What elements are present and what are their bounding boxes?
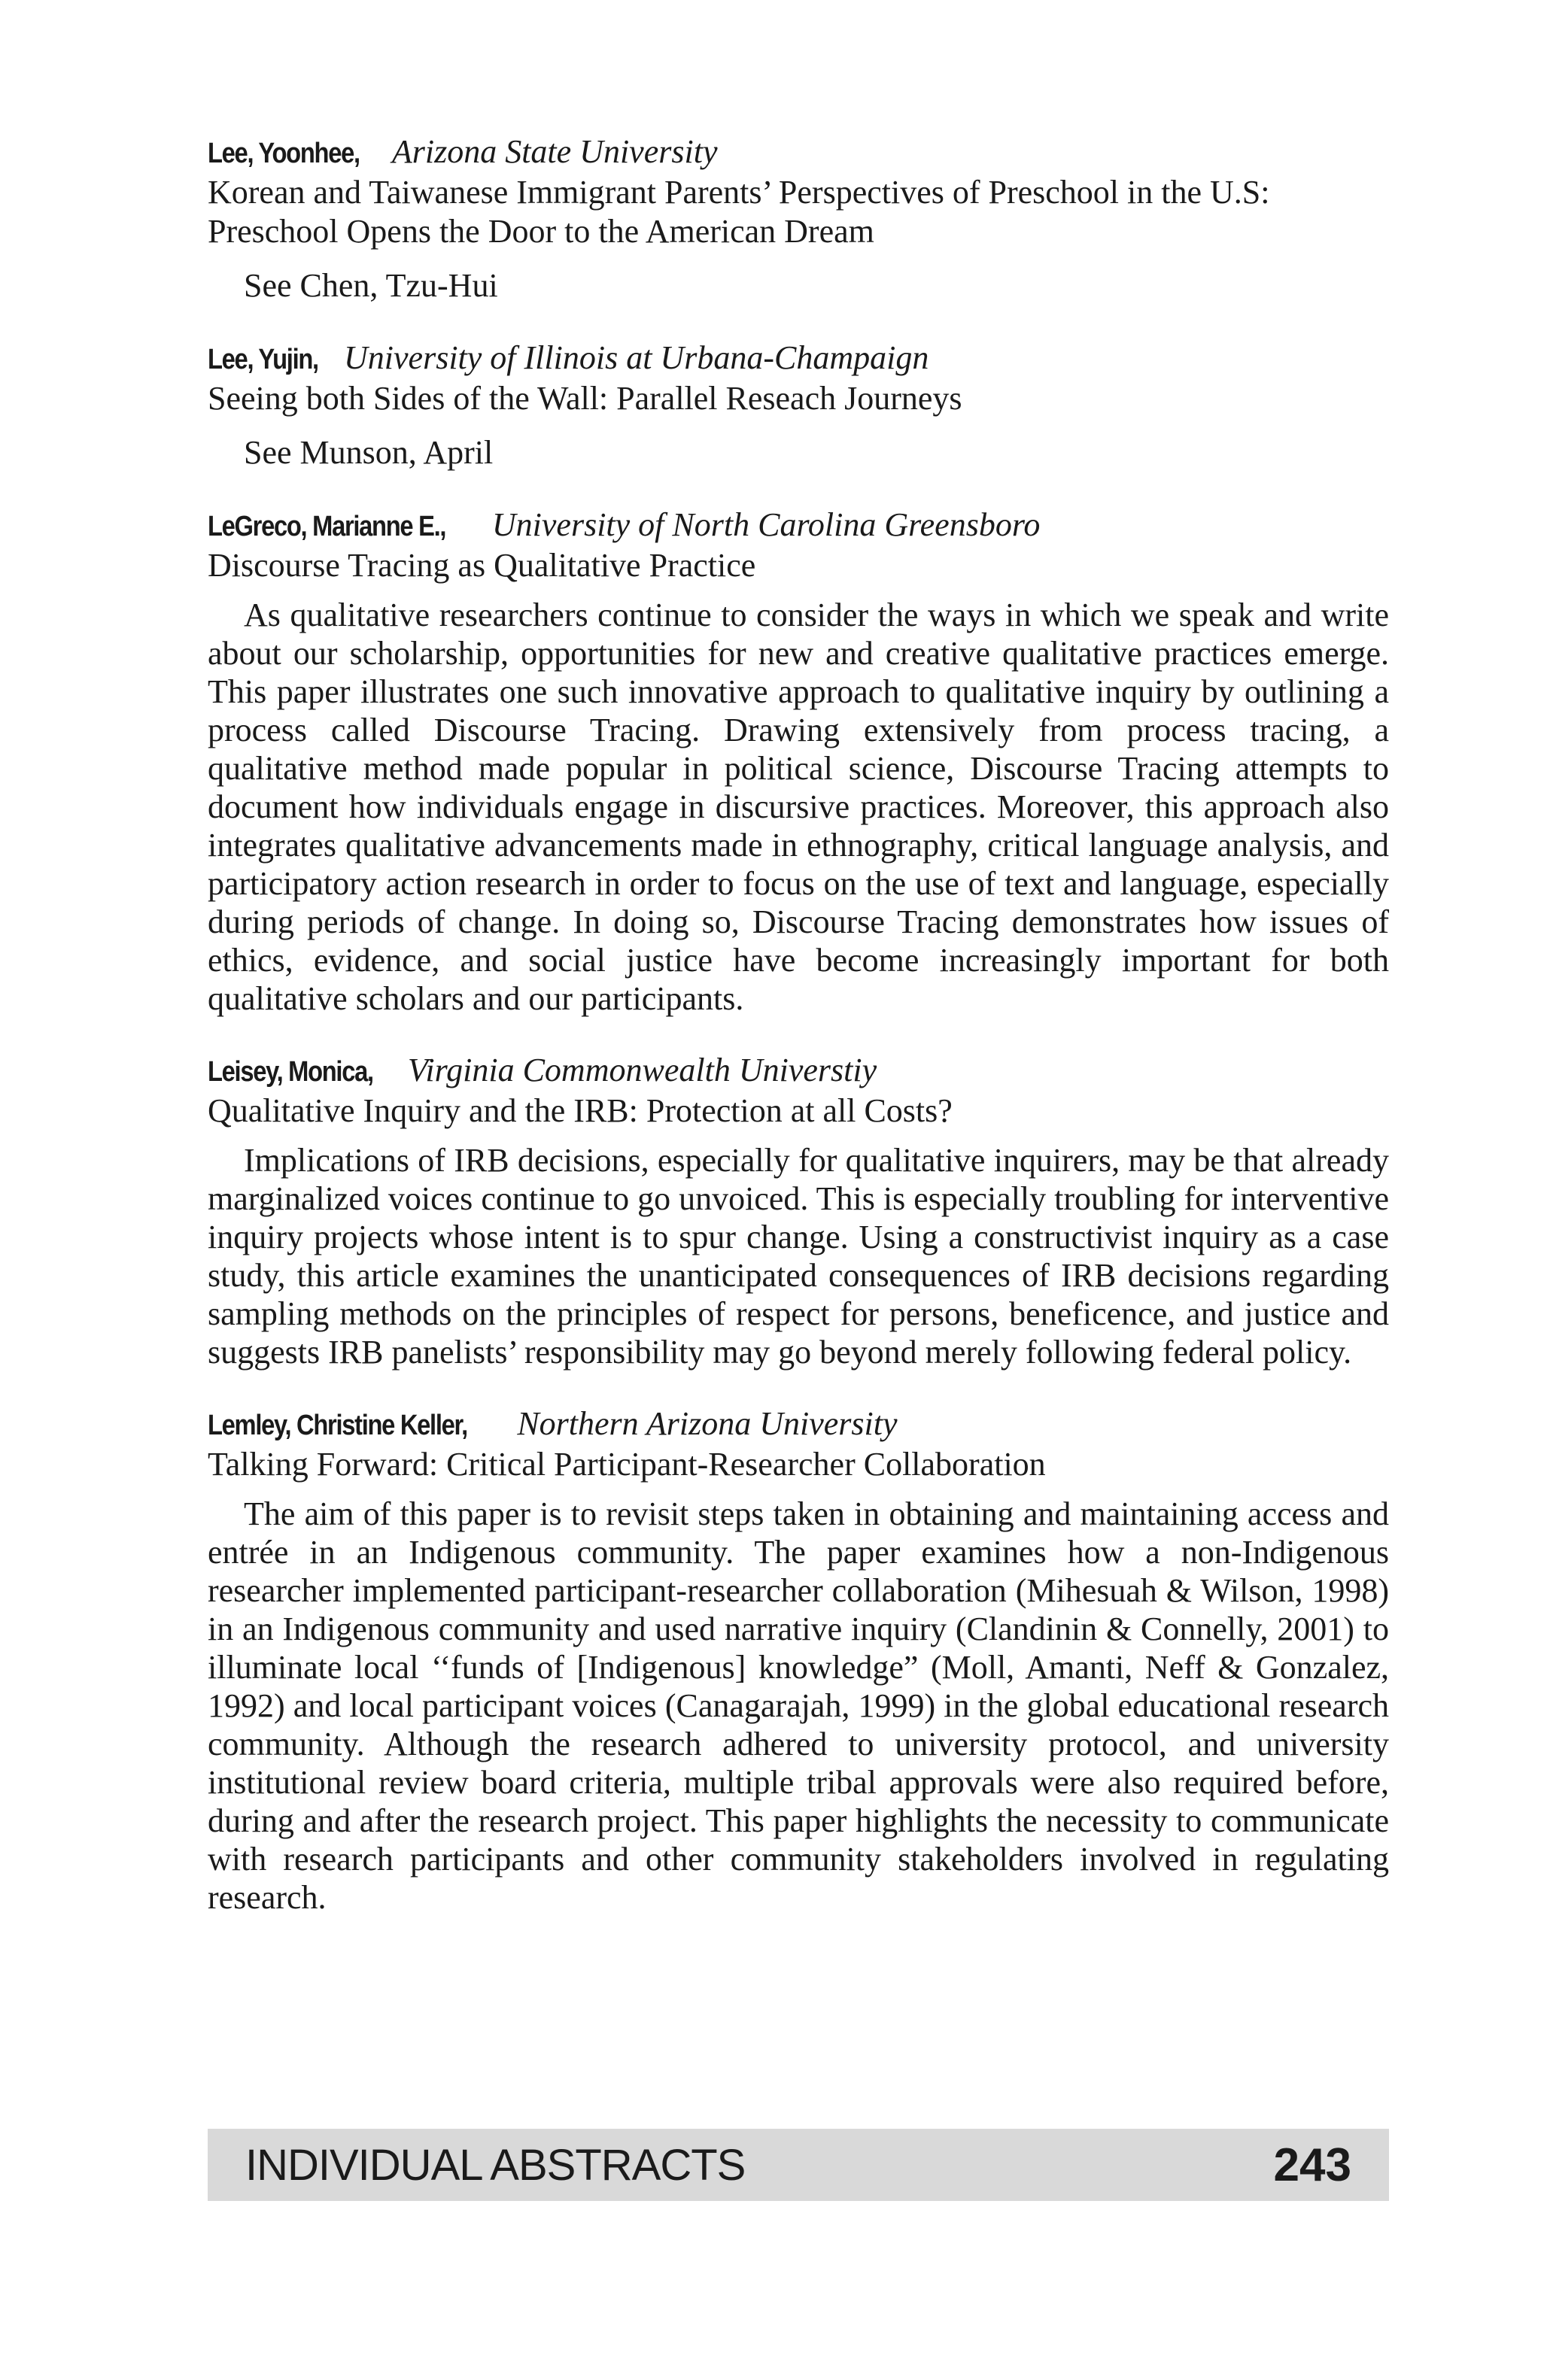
- abstract-entry: [208, 1404, 1389, 1917]
- abstracts-page: [208, 132, 1389, 1950]
- author-affiliation: University of North Carolina Greensboro: [491, 506, 1041, 543]
- author-name: Lee, Yoonhee,: [208, 138, 360, 169]
- author-affiliation: Arizona State University: [391, 133, 718, 170]
- page-footer: [208, 2129, 1389, 2201]
- author-name: Lemley, Christine Keller,: [208, 1410, 467, 1441]
- see-reference: See Chen, Tzu-Hui: [244, 267, 498, 304]
- abstract-entry: [208, 338, 1389, 472]
- author-line: [208, 132, 1389, 173]
- author-affiliation: Northern Arizona University: [517, 1405, 898, 1442]
- page-number: 243: [1273, 2139, 1351, 2191]
- abstract-body: As qualitative researchers continue to consider the ways in which we speak and write about our scholarship, opportunities for new and creative qualitative practices emerge. This paper illustrates one such innovative approach to qualitative inquiry by outlining a process called Discourse Tracing. Drawing extensively from process tracing, a qualitative method made popular in political science, Discourse Tracing attempts to document how individuals engage in discursive practices. Moreover, this approach also integrates qualitative advancements made in ethnography, critical language analysis, and participatory action research in order to focus on the use of text and language, especially during periods of change. In doing so, Discourse Tracing demonstrates how issues of ethics, evidence, and social justice have become increasingly important for both qualitative scholars and our participants.: [208, 597, 1389, 1017]
- author-line: [208, 1404, 1389, 1445]
- author-line: [208, 1051, 1389, 1091]
- author-affiliation: University of Illinois at Urbana-Champaign: [344, 339, 929, 376]
- abstract-entry: [208, 132, 1389, 305]
- abstract-body: The aim of this paper is to revisit steps taken in obtaining and maintaining access and entrée in an Indigenous community. The paper examines how a non-Indigenous researcher implemented participant-researcher collaboration (Mihesuah & Wilson, 1998) in an Indigenous community and used narrative inquiry (Clandinin & Connelly, 2001) to illuminate local ‘‘funds of [Indigenous] knowledge” (Moll, Amanti, Neff & Gonzalez, 1992) and local participant voices (Canagarajah, 1999) in the global educational research community. Although the research adhered to university protocol, and university institutional review board criteria, multiple tribal approvals were also required before, during and after the research project. This paper highlights the necessity to communicate with research participants and other community stakeholders involved in regulating research.: [208, 1495, 1389, 1916]
- abstract-title: Qualitative Inquiry and the IRB: Protection at all Costs?: [208, 1092, 953, 1129]
- author-name: LeGreco, Marianne E.,: [208, 511, 446, 542]
- author-affiliation: Virginia Commonwealth Universtiy: [407, 1052, 877, 1088]
- author-name: Lee, Yujin,: [208, 344, 318, 375]
- abstract-title: Talking Forward: Critical Participant-Researcher Collaboration: [208, 1446, 1046, 1483]
- see-reference: See Munson, April: [244, 434, 494, 471]
- abstract-title: Discourse Tracing as Qualitative Practice: [208, 547, 756, 584]
- author-line: [208, 505, 1389, 546]
- abstract-entry: [208, 505, 1389, 1018]
- abstract-title: Korean and Taiwanese Immigrant Parents’ Perspectives of Preschool in the U.S: Preschool Opens the Door to the American Dream: [208, 174, 1270, 250]
- abstract-title: Seeing both Sides of the Wall: Parallel Reseach Journeys: [208, 380, 962, 417]
- abstract-body: Implications of IRB decisions, especially for qualitative inquirers, may be that already marginalized voices continue to go unvoiced. This is especially troubling for interventive inquiry projects whose intent is to spur change. Using a constructivist inquiry as a case study, this article examines the unanticipated consequences of IRB decisions regarding sampling methods on the principles of respect for persons, beneficence, and justice and suggests IRB panelists’ responsibility may go beyond merely following federal policy.: [208, 1142, 1389, 1371]
- author-line: [208, 338, 1389, 379]
- author-name: Leisey, Monica,: [208, 1056, 373, 1088]
- section-label: INDIVIDUAL ABSTRACTS: [245, 2140, 746, 2190]
- abstract-entry: [208, 1051, 1389, 1371]
